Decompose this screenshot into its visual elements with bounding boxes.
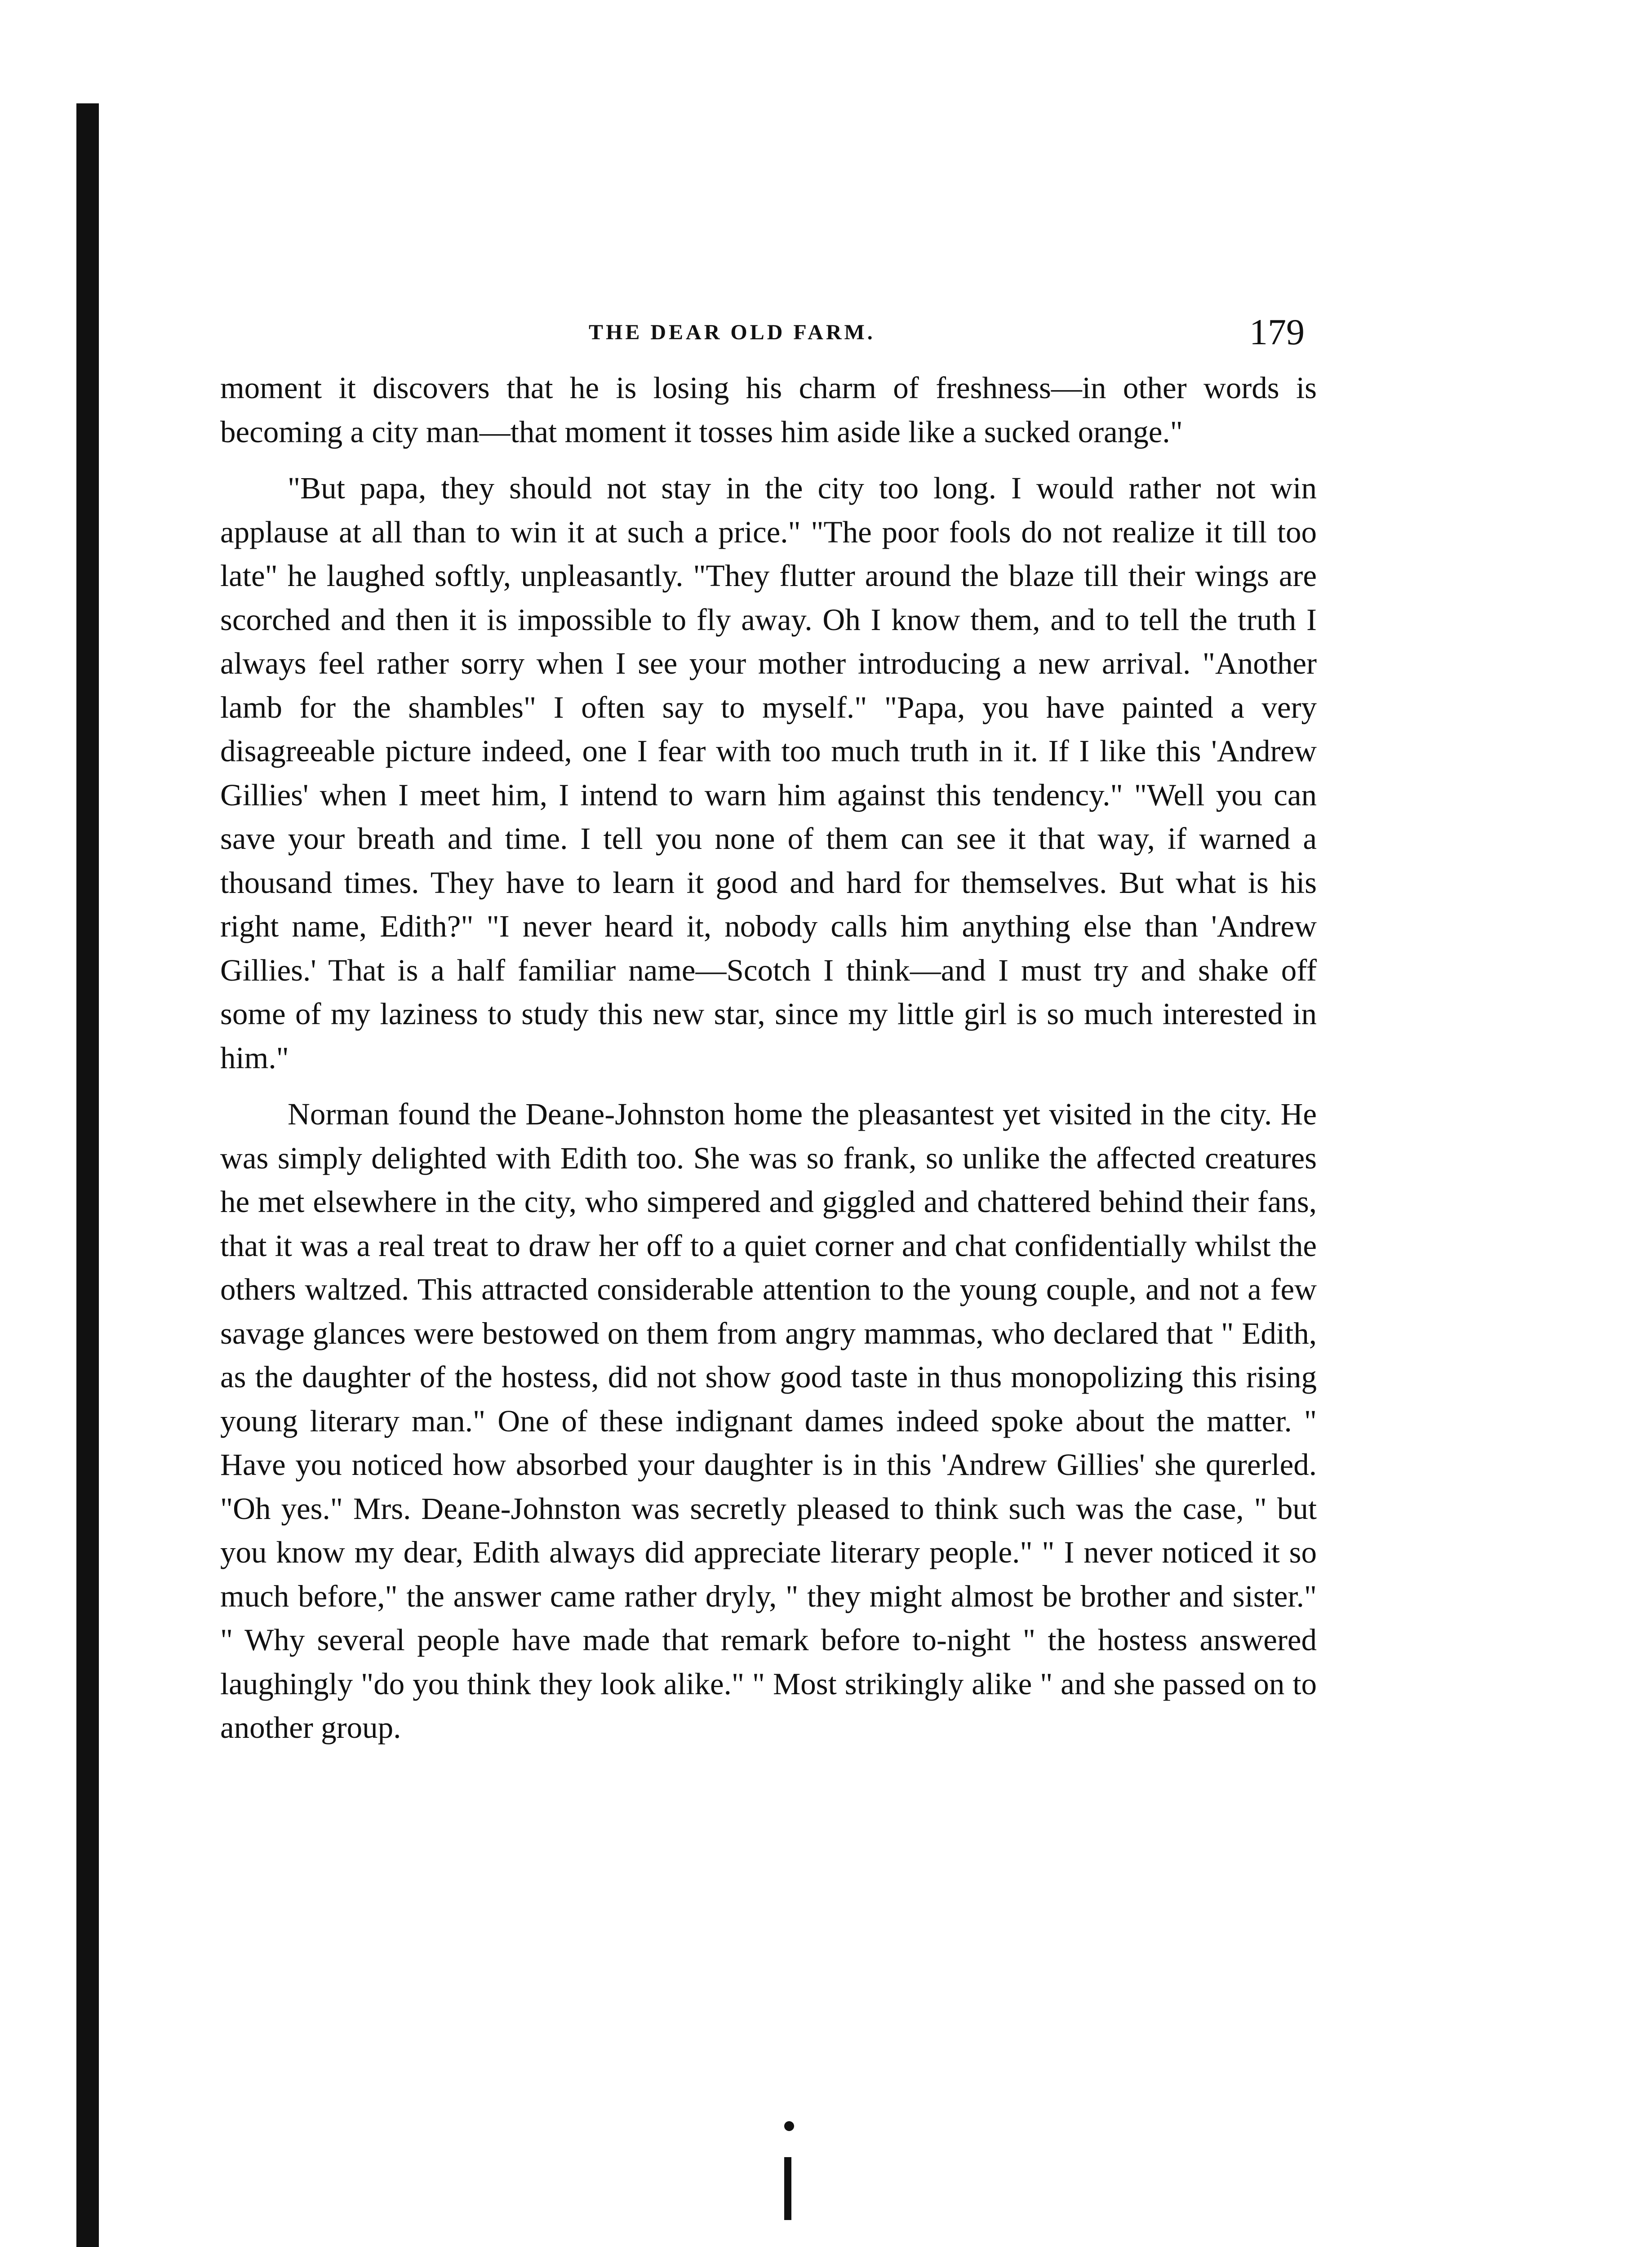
printer-dot-mark (784, 2121, 794, 2131)
paragraph-continued: moment it discovers that he is losing his charm of freshness—in other words is becoming a city man—that moment it tosses him aside like a sucked orange." (220, 371, 1317, 449)
printer-bar-mark (784, 2157, 791, 2220)
paragraph-dialogue: "But papa, they should not stay in the city too long. I would rather not win applause at all than to win it at such a price." "The poor fools do not realize it till too late" he laughed softly, unpleasantly. "They flutter around the blaze till their wings are scorched and then it is impossible to fly away. Oh I know them, and to tell the truth I always feel rather sorry when I see your mother introducing a new arrival. "Another lamb for the shambles" I often say to myself." "Papa, you have painted a very disagreeable picture indeed, one I fear with too much truth in it. If I like this 'Andrew Gillies' when I meet him, I intend to warn him against this tendency." "Well you can save your breath and time. I tell you none of them can see it that way, if warned a thousand times. They have to learn it good and hard for themselves. But what is his right name, Edith?" "I never heard it, nobody calls him anything else than 'Andrew Gillies.' That is a half familiar name—Scotch I think—and I must try and shake off some of my laziness to study this new star, since my little girl is so much interested in him." (220, 471, 1317, 1075)
running-head (0, 311, 1652, 352)
page-number: 179 (1249, 311, 1305, 352)
body-text (220, 366, 1317, 1750)
paragraph-narrative: Norman found the Deane-Johnston home the pleasantest yet visited in the city. He was simply delighted with Edith too. She was so frank, so unlike the affected creatures he met elsewhere in the city, who simpered and giggled and chattered behind their fans, that it was a real treat to draw her off to a quiet corner and chat confidentially whilst the others waltzed. This attracted considerable attention to the young couple, and not a few savage glances were bestowed on them from angry mammas, who declared that " Edith, as the daughter of the hostess, did not show good taste in thus monopolizing this rising young literary man." One of these indignant dames indeed spoke about the matter. " Have you noticed how absorbed your daughter is in this 'Andrew Gillies' she qurerled. "Oh yes." Mrs. Deane-Johnston was secretly pleased to think such was the case, " but you know my dear, Edith always did appreciate literary people." " I never noticed it so much before," the answer came rather dryly, " they might almost be brother and sister." " Why several people have made that remark before to-night " the hostess answered laughingly "do you think they look alike." " Most strikingly alike " and she passed on to another group. (220, 1097, 1317, 1745)
page-binding-edge (76, 103, 99, 2247)
running-head-title: THE DEAR OLD FARM. (589, 320, 875, 344)
